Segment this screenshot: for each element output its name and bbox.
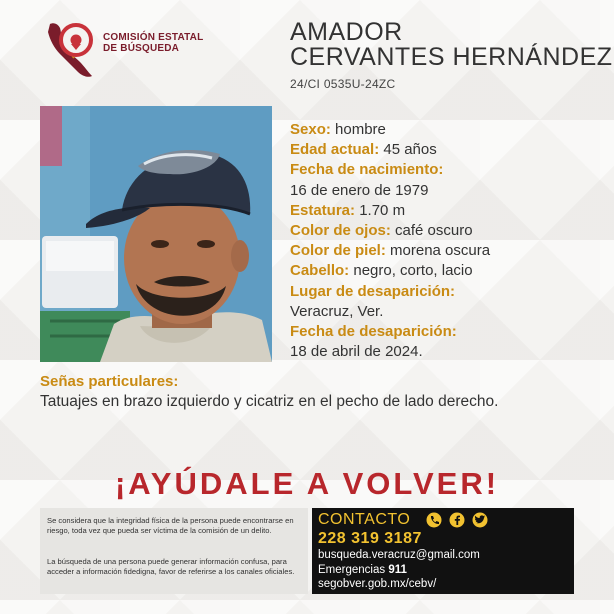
nacimiento-value: 16 de enero de 1979 — [290, 181, 429, 199]
disclaimer-paragraph-1: Se considera que la integridad física de la persona puede encontrarse en riesgo, toda vez que pueda ser víctima de la comisión de un delito. — [47, 516, 294, 535]
contact-phone[interactable]: 228 319 3187 — [318, 530, 422, 547]
person-first-name: AMADOR — [290, 18, 403, 46]
logo-line1: COMISIÓN ESTATAL — [103, 32, 204, 43]
detail-fecha-desap-label — [290, 322, 608, 342]
contact-title: CONTACTO — [318, 511, 411, 528]
lugar-value: Veracruz, Ver. — [290, 302, 384, 320]
cabello-value: negro, corto, lacio — [353, 262, 473, 280]
fecha-desap-label: Fecha de desaparición: — [290, 323, 457, 341]
fecha-desap-value: 18 de abril de 2024. — [290, 343, 423, 361]
logo-text — [103, 32, 203, 54]
disclaimer-paragraph-2: La búsqueda de una persona puede generar información confusa, para acceder a información fidedigna, favor de referirse a los canales oficiales. — [47, 557, 295, 576]
lugar-label: Lugar de desaparición: — [290, 282, 456, 300]
twitter-icon[interactable] — [473, 513, 488, 528]
piel-label: Color de piel: — [290, 242, 386, 260]
contact-website[interactable]: segobver.gob.mx/cebv/ — [318, 578, 437, 590]
senas-label: Señas particulares: — [40, 373, 179, 390]
estatura-label: Estatura: — [290, 201, 356, 219]
phone-icon[interactable] — [427, 513, 442, 528]
emergency-label: Emergencias — [318, 564, 386, 576]
detail-edad — [290, 140, 608, 160]
cabello-label: Cabello: — [290, 262, 350, 280]
detail-piel — [290, 241, 608, 261]
contact-email[interactable]: busqueda.veracruz@gmail.com — [318, 549, 480, 561]
emergency-line — [318, 564, 407, 576]
edad-value: 45 años — [383, 141, 437, 159]
case-folio: 24/CI 0535U-24ZC — [290, 77, 396, 91]
person-details — [290, 120, 608, 362]
ojos-label: Color de ojos: — [290, 222, 391, 240]
ojos-value: café oscuro — [395, 222, 473, 240]
emergency-number[interactable]: 911 — [388, 564, 407, 576]
detail-sexo — [290, 120, 608, 140]
person-last-names: CERVANTES HERNÁNDEZ — [290, 43, 613, 71]
detail-cabello — [290, 261, 608, 281]
person-photo — [40, 106, 272, 362]
estatura-value: 1.70 m — [359, 201, 406, 219]
detail-nacimiento-label — [290, 160, 608, 180]
facebook-icon[interactable] — [450, 513, 465, 528]
detail-estatura — [290, 201, 608, 221]
nacimiento-label: Fecha de nacimiento: — [290, 161, 444, 179]
edad-label: Edad actual: — [290, 141, 380, 159]
call-to-action: ¡AYÚDALE A VOLVER! — [114, 466, 500, 501]
detail-lugar-label — [290, 282, 608, 302]
senas-text: Tatuajes en brazo izquierdo y cicatriz en el pecho de lado derecho. — [40, 393, 499, 410]
piel-value: morena oscura — [390, 242, 491, 260]
sexo-label: Sexo: — [290, 121, 331, 138]
contact-icons — [426, 512, 492, 528]
logo-line2: DE BÚSQUEDA — [103, 43, 180, 54]
detail-ojos — [290, 221, 608, 241]
sexo-value: hombre — [335, 121, 386, 138]
